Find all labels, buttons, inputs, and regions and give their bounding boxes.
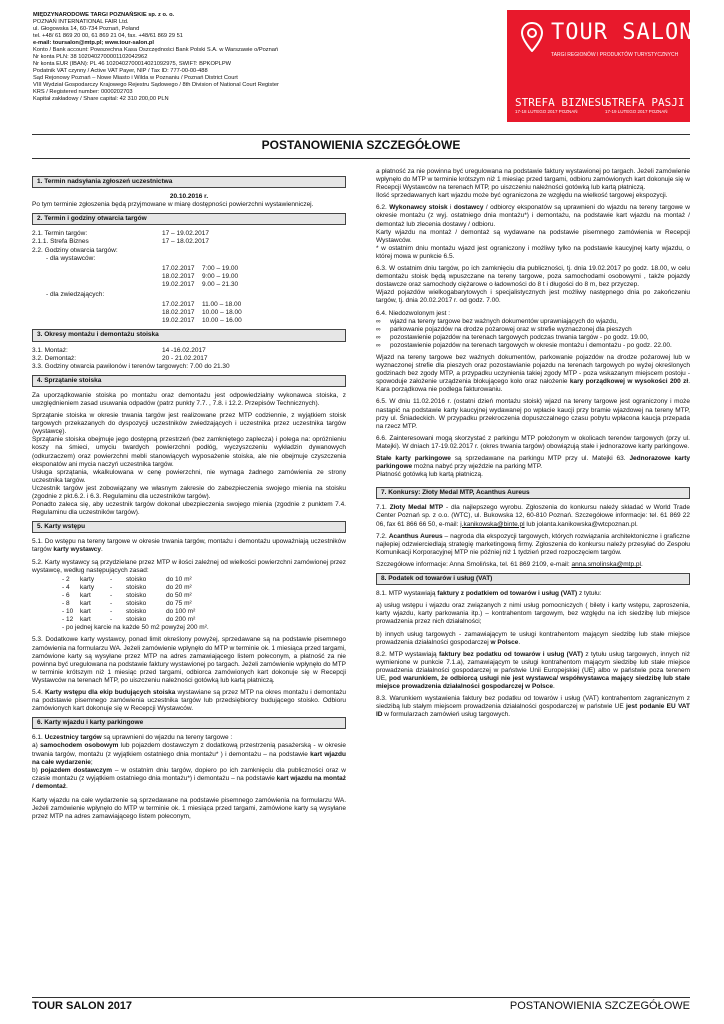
hours-row bbox=[162, 265, 346, 273]
company-line: KRS / Registered number: 0000202703 bbox=[33, 89, 133, 95]
section-4-heading: 4. Sprzątanie stoiska bbox=[32, 375, 346, 387]
section-2-heading: 2. Termin i godziny otwarcia targów bbox=[32, 213, 346, 225]
s6-text-5: . bbox=[65, 782, 68, 790]
list-item-text: wjazd na tereny targowe bez ważnych dokumentów uprawniających do wjazdu, bbox=[390, 317, 618, 325]
s8-p3 bbox=[376, 631, 690, 647]
r6-p3-text: / odbiorcy eksponatów są uprawnieni do wjazdu na tereny targowe w okresie montażu (z wyj. ostatniego dnia montażu*) i demontażu, na podstawie kart wjazdu na montaż / demontaż lub zlecenia dostawy / odbioru. bbox=[376, 204, 690, 228]
title-rule-top bbox=[32, 134, 690, 135]
page-title: POSTANOWIENIA SZCZEGÓŁOWE bbox=[261, 138, 461, 152]
zone-passion-title: STREFA PASJI bbox=[605, 96, 685, 109]
s8-p1-bold: faktury z podatkiem od towarów i usług (VAT) bbox=[437, 590, 578, 598]
r6-p2: Ilość sprzedawanych kart wjazdu może być ograniczona ze względu na wielkość targowej ekspozycji. bbox=[376, 192, 668, 200]
s6-bold-3: kart wjazdu na całe wydarzenie bbox=[32, 750, 346, 766]
card-cell: - bbox=[110, 600, 113, 608]
s8-p4-bold-1: faktury bez podatku od towarów i usług (VAT) bbox=[438, 650, 584, 658]
hours-time: 10.00 – 18.00 bbox=[202, 309, 242, 317]
r6-p9-text: Wjazd na tereny targowe bez ważnych dokumentów, parkowanie pojazdów na drodze pożarowej lub w wyznaczonej strefie dla pieszych oraz pozostawianie pojazdu na terenach targowych po wyżej określonych godzinach bez zgody MTP, a przypadku uczynienia takiej zgody MTP - poza wskazanym miejscem postoju - spowoduje założenie urządzenia blokującego koło oraz nałożenie bbox=[376, 353, 690, 386]
s2-row bbox=[32, 230, 346, 238]
r6-p5: * w ostatnim dniu montażu wjazd jest ograniczony i możliwy tylko na podstawie kaucyjnej karty wjazdu, o której mowa w punkcie 6.5. bbox=[376, 244, 690, 260]
card-cell: - 10 bbox=[62, 608, 74, 616]
s4-p4: Usługa sprzątania, wkalkulowana w cenę powierzchni, nie wymaga żadnego zamówienia ze strony uczestnika targów. bbox=[32, 468, 346, 484]
s8-p4 bbox=[376, 651, 690, 691]
s4-p6: Ponadto zaleca się, aby uczestnik targów dokonał ubezpieczenia swojego mienia (zgodnie z punktem 7.4. Regulaminu dla uczestników targów). bbox=[32, 501, 346, 517]
card-cell: - bbox=[110, 616, 113, 624]
card-row bbox=[62, 584, 346, 592]
card-cell: stoisko bbox=[126, 616, 147, 624]
logo-tagline: TARGI REGIONÓW I PRODUKTÓW TURYSTYCZNYCH bbox=[551, 52, 679, 58]
s6-bold-2: samochodem osobowym bbox=[40, 742, 119, 750]
r6-p7: Wjazd pojazdów wielkogabarytowych i specjalistycznych jest możliwy następnego dnia po zakończeniu targów, tj. dnia 20.02.2017 r. od godz. 7.00. bbox=[376, 289, 690, 305]
r6-p13: Płatność gotówką lub kartą płatniczą. bbox=[376, 471, 483, 479]
zone-business-dates: 17-18 LUTEGO 2017 POZNAŃ bbox=[515, 109, 578, 114]
footer-right: POSTANOWIENIA SZCZEGÓŁOWE bbox=[509, 1000, 690, 1012]
list-item-text: pozostawienie pojazdów na terenach targowych w okresie montażu i demontażu - po godz. 22.00. bbox=[390, 341, 672, 349]
company-line: POZNAŃ INTERNATIONAL FAIR Ltd. bbox=[33, 19, 129, 25]
s7-email-link-1[interactable]: j.kanikowska@binte.pl bbox=[460, 520, 525, 528]
hours-date: 19.02.2017 bbox=[162, 280, 195, 288]
company-line: ul. Głogowska 14, 60-734 Poznań, Poland bbox=[33, 26, 140, 32]
card-cell: kart bbox=[80, 591, 91, 599]
visitor-hours bbox=[32, 301, 346, 325]
hours-time: 10.00 – 16.00 bbox=[202, 317, 242, 325]
r6-p4: Karty wjazdu na montaż / demontaż są wydawane na podstawie pisemnego zamówienia w Recepcji Wystawców. bbox=[376, 228, 690, 244]
s7-p3-end: . bbox=[640, 560, 643, 568]
s6-bold-1: Uczestnicy targów bbox=[44, 734, 102, 742]
r6-p3-and: i bbox=[447, 204, 454, 212]
s6-b: b) bbox=[32, 766, 41, 774]
section-7-heading: 7. Konkursy: Złoty Medal MTP, Acanthus Aureus bbox=[376, 487, 690, 499]
card-cell: - bbox=[110, 608, 113, 616]
r6-p1: a płatność za nie powinna być uregulowana na podstawie faktury wystawionej po targach. Jeżeli zamówienie wpłynęło do MTP w terminie krótszym niż 1 miesiąc przed targami, odbioru zamówionych kart dokonuje się w Recepcji Wystawców na terenach MTP, po uiszczeniu należności gotówką lub kartą płatniczą. bbox=[376, 168, 690, 192]
card-cell: - 12 bbox=[62, 616, 74, 624]
s2-r4: - dla wystawców: bbox=[46, 254, 96, 262]
s7-p2-bold: Acanthus Aureus bbox=[388, 532, 443, 540]
card-cell: kart bbox=[80, 608, 91, 616]
r6-p12-text-2: można nabyć przy wjeździe na parking MTP. bbox=[412, 463, 543, 471]
right-column bbox=[376, 168, 690, 723]
company-line: Nr konta EUR (IBAN): PL 46 1020402700014021092975, SWIFT: BPKOPLPW bbox=[33, 61, 232, 67]
forbidden-list bbox=[376, 318, 690, 350]
card-cell: do 100 m² bbox=[166, 608, 196, 616]
list-item bbox=[376, 326, 690, 334]
zone-business bbox=[515, 96, 608, 116]
company-line: Nr konta PLN: 38 1020402700001102042962 bbox=[33, 54, 148, 60]
card-cell: kart bbox=[80, 616, 91, 624]
s8-p5-bold: jest podanie EU VAT ID bbox=[376, 703, 690, 719]
r6-p12-bold-2: Jednorazowe karty parkingowe bbox=[376, 455, 691, 471]
card-cell: stoisko bbox=[126, 591, 147, 599]
s7-email-link-2[interactable]: anna.smolinska@mtp.pl bbox=[571, 560, 641, 568]
s8-p1-end: z tytułu: bbox=[577, 590, 602, 598]
r6-p9 bbox=[376, 354, 690, 394]
hours-time: 9.00 – 21.30 bbox=[202, 280, 239, 288]
s8-p1-text: 8.1. MTP wystawiają bbox=[376, 590, 438, 598]
s7-p2-text: – nagroda dla ekspozycji targowych, których rozwiązania architektoniczne i graficzne najlepiej odzwierciedlają strategię marketingową firmy. Zgłoszenia do konkursu należy przesyłać do Zespołu Komunikacji Korporacyjnej MTP nie później niż 1 tydzień przed rozpoczęciem targów. bbox=[376, 532, 690, 556]
s8-p2: a) usług wstępu i wjazdu oraz związanych z nimi usług pomocniczych ( bilety i karty wstępu, zaproszenia, karty wjazdu, karty parkowania itp.) – kontrahentom targowym, bez względu na ich siedzibę lub miejsce prowadzenia przez nich działalności; bbox=[376, 602, 690, 626]
bullet-icon: ∞ bbox=[376, 333, 381, 341]
s2-r2-value: 17 – 18.02.2017 bbox=[162, 238, 209, 246]
s8-p4-text-2: z tytułu usług targowych, innych niż wymienione w punkcie 7.1.a), zamawiającym te usługi kontrahentom mającym siedzibę lub stałe miejsce prowadzenia działalności gospodarczej w państwie Unii Europejskiej (UE) albo w państwie poza terenem UE, bbox=[376, 650, 690, 682]
s6-a: a) bbox=[32, 742, 41, 750]
hours-date: 18.02.2017 bbox=[162, 309, 195, 317]
bullet-icon: ∞ bbox=[376, 325, 381, 333]
section-5-heading: 5. Karty wstępu bbox=[32, 521, 346, 533]
exhibitor-hours bbox=[32, 265, 346, 289]
s4-p2: Sprzątanie stoiska w okresie trwania targów jest realizowane przez MTP codziennie, z wyjątkiem stoisk targowych przekazanych do dyspozycji uczestników zwiedzających i uczestnika przez uczestnika targów (wystawcę). bbox=[32, 412, 346, 436]
s8-p5-end: w formularzach zamówień usług targowych. bbox=[382, 711, 511, 719]
bullet-icon: ∞ bbox=[376, 341, 381, 349]
card-cell: karty bbox=[80, 583, 95, 591]
s7-p1-bold: Złoty Medal MTP bbox=[389, 504, 444, 512]
zone-business-title: STREFA BIZNESU bbox=[515, 96, 608, 109]
s5-p4 bbox=[32, 689, 346, 713]
s7-p1 bbox=[376, 504, 690, 528]
card-cell: stoisko bbox=[126, 600, 147, 608]
s8-p3-text: b) innych usług targowych - zamawiającym te usługi kontrahentom mającym siedzibę lub stałe miejsce prowadzenia działalności gospodarczej bbox=[376, 630, 690, 646]
card-cell: do 20 m² bbox=[166, 583, 192, 591]
company-line: e-mail: toursalon@mtp.pl; www.tour-salon.pl bbox=[33, 40, 154, 46]
section-3-heading: 3. Okresy montażu i demontażu stoiska bbox=[32, 329, 346, 341]
card-cell: do 200 m² bbox=[166, 616, 196, 624]
s4-p3: Sprzątanie stoiska obejmuje jego dostępną przestrzeń (bez zamkniętego zaplecza) i polega na: opróżnieniu koszy na śmieci, umyciu twardych powierzchni podłóg, wyczyszczeniu wykładzin dywanowych (odkurzaczem) oraz powierzchni mebli stanowiących wyposażenie stoiska, ale nie obejmuje czyszczenia eksponatów ani mycia naczyń uczestnika targów. bbox=[32, 436, 346, 468]
s3-r2-label: 3.2. Demontaż: bbox=[32, 354, 77, 362]
s3-r1-label: 3.1. Montaż: bbox=[32, 346, 68, 354]
bullet-icon: ∞ bbox=[376, 317, 381, 325]
card-row bbox=[62, 616, 346, 624]
s7-p1-num: 7.1. bbox=[376, 504, 390, 512]
s6-num: 6.1. bbox=[32, 734, 45, 742]
card-row bbox=[62, 592, 346, 600]
zone-passion-dates: 17-19 LUTEGO 2017 POZNAŃ bbox=[605, 109, 668, 114]
s6-text-2: lub pojazdem dostawczym z dodatkową przestrzenią pasażerską - w okresie trwania targów, montażu (z wyjątkiem ostatniego dnia montażu* ) i demontażu – na podstawie bbox=[32, 742, 346, 758]
card-cell: - bbox=[110, 591, 113, 599]
logo-brand: TOUR SALON bbox=[551, 20, 694, 45]
s5-p4-num: 5.4. bbox=[32, 688, 45, 696]
card-row bbox=[62, 608, 346, 616]
s8-p3-bold: w Polsce bbox=[490, 638, 519, 646]
card-cell: stoisko bbox=[126, 575, 147, 583]
s1-text: Po tym terminie zgłoszenia będą przyjmowane w miarę dostępności powierzchni wystawienniczej. bbox=[32, 201, 314, 209]
r6-p9-end: . Kara porządkowa nie podlega fakturowaniu. bbox=[376, 378, 691, 394]
hours-date: 17.02.2017 bbox=[162, 264, 195, 272]
s6-text-3: ; bbox=[90, 758, 93, 766]
r6-p12-text-1: są sprzedawane na parkingu MTP przy ul. Matejki 63. bbox=[450, 455, 630, 462]
s7-p2 bbox=[376, 533, 690, 557]
hours-row bbox=[162, 301, 346, 309]
footer-left: TOUR SALON 2017 bbox=[32, 1000, 133, 1012]
list-item-text: pozostawienie pojazdów na terenach targowych podczas trwania targów - po godz. 19.00, bbox=[390, 333, 649, 341]
s8-p5 bbox=[376, 695, 690, 719]
s3-row bbox=[32, 347, 346, 355]
s6-bold-4: pojazdem dostawczym bbox=[40, 766, 113, 774]
r6-p3-num: 6.2. bbox=[376, 204, 390, 212]
card-cell: - 8 bbox=[62, 600, 70, 608]
card-cell: - 4 bbox=[62, 583, 70, 591]
r6-p11: 6.6. Zainteresowani mogą skorzystać z parkingu MTP położonym w okolicach terenów targowych (przy ul. Matejki). W dniach 17-19.02.2017 r. (okres trwania targów) obowiązują stałe i jednorazowe karty parkingowe. bbox=[376, 434, 690, 450]
s6-text-4: – w ostatnim dniu targów, dopiero po ich zamknięciu dla publiczności oraz w czasie montażu (z wyjątkiem ostatniego dnia montażu*) i demontażu – na podstawie bbox=[32, 766, 346, 782]
card-cell: stoisko bbox=[126, 608, 147, 616]
hours-row bbox=[162, 317, 346, 325]
s5-p4-bold: Karty wstępu dla ekip budujących stoiska bbox=[44, 688, 176, 696]
s7-p1-text: - dla najlepszego wyrobu. Zgłoszenia do konkursu należy składać w World Trade Center Poznań sp. z o.o. (WTC), ul. Bukowska 12, 60-810 Poznań. Szczegółowe informacje: tel. 61 869 22 06, fax 61 866 66 50, e-mail: bbox=[376, 504, 690, 528]
company-line: VIII Wydział Gospodarczy Krajowego Rejestru Sądowego / 8th Division of National Court Register bbox=[33, 82, 279, 88]
s8-p4-end: . bbox=[553, 683, 555, 691]
s5-p3: 5.3. Dodatkowe karty wystawcy, ponad limit określony powyżej, sprzedawane są na podstawie pisemnego zamówienia na formularzu WA. Jeżeli zamówienie wpłynęło do MTP w terminie ok. 1 miesiąca przed targami, zamówione karty są wysyłane przez MTP na adres zamawiającego listem poleconym, a płatność za nie powinna być uregulowana na podstawie faktury wystawionej po targach. Jeżeli zamówienie wpłynęło do MTP w terminie krótszym niż 1 miesiąc przed targami, odbiorca zamówionych kart dokonuje się w Recepcji Wystawców na terenach MTP, po uiszczeniu należności gotówką lub kartą płatniczą. bbox=[32, 636, 346, 684]
section-8-heading: 8. Podatek od towarów i usług (VAT) bbox=[376, 573, 690, 585]
card-cell: kart bbox=[80, 600, 91, 608]
company-info bbox=[33, 12, 393, 103]
card-row bbox=[62, 576, 346, 584]
s5-p1 bbox=[32, 538, 346, 554]
hours-time: 9:00 – 19.00 bbox=[202, 272, 239, 280]
s5-p1-bold: karty wystawcy bbox=[53, 546, 102, 554]
s3-r2-value: 20 - 21.02.2017 bbox=[162, 354, 208, 362]
company-line: Konto / Bank account: Powszechna Kasa Oszczędności Bank Polski S.A. w Warszawie o/Poznań bbox=[33, 47, 279, 53]
s2-r3: 2.2. Godziny otwarcia targów: bbox=[32, 246, 118, 254]
section-6-heading: 6. Karty wjazdu i karty parkingowe bbox=[32, 717, 346, 729]
s2-row bbox=[32, 238, 346, 246]
s7-p1-end: lub jolanta.kanikowska@wtcpoznan.pl. bbox=[524, 520, 638, 528]
tour-salon-logo bbox=[507, 10, 694, 122]
card-cell: do 50 m² bbox=[166, 591, 192, 599]
hours-date: 18.02.2017 bbox=[162, 272, 195, 280]
s8-p5-text: 8.3. Warunkiem wystawienia faktury bez podatku od towarów i usług (VAT) kontrahentom zagranicznym z siedzibą lub stałym miejscem prowadzenia działalności gospodarczej w państwie UE bbox=[376, 695, 690, 711]
s6-p2: Karty wjazdu na całe wydarzenie są sprzedawane na podstawie pisemnego zamówienia na formularzu WA. Jeżeli zamówienie wpłynęło do MTP w terminie ok. 1 miesiąca przed targami, zamówione karty są wysyłane przez MTP na adres zamawiającego listem poleconym, bbox=[32, 797, 346, 821]
list-item-text: parkowanie pojazdów na drodze pożarowej oraz w strefie wyznaczonej dla pieszych bbox=[390, 325, 632, 333]
card-cell: do 75 m² bbox=[166, 600, 192, 608]
r6-p6: 6.3. W ostatnim dniu targów, po ich zamknięciu dla publiczności, tj. dnia 19.02.2017 po godz. 18.00, w celu demontażu stoisk będą wpuszczane na tereny targowe, poza samochodami osobowymi , także pojazdy dostawcze oraz samochody ciężarowe o ładowności do 8 t i długości do 8 m, bez przyczep. bbox=[376, 265, 690, 289]
r6-p12 bbox=[376, 455, 690, 471]
company-line: Sąd Rejonowy Poznań – Nowe Miasto i Wilda w Poznaniu / Poznań District Court bbox=[33, 75, 238, 81]
s6-bold-5: kart wjazdu na montaż / demontaż bbox=[32, 774, 346, 790]
s8-p3-end: . bbox=[518, 638, 521, 646]
s5-p1-end: . bbox=[101, 546, 103, 554]
card-allocation-table bbox=[32, 576, 346, 625]
card-cell: - bbox=[110, 575, 113, 583]
card-cell: stoisko bbox=[126, 583, 147, 591]
footer-rule bbox=[32, 997, 690, 998]
list-item bbox=[376, 318, 690, 326]
s6-text-1: są uprawnieni do wjazdu na tereny targowe : bbox=[101, 734, 233, 742]
card-cell: - bbox=[110, 583, 113, 591]
s3-r1-value: 14 -16.02.2017 bbox=[162, 346, 206, 354]
company-line: MIĘDZYNARODOWE TARGI POZNAŃSKIE sp. z o. o. bbox=[33, 12, 175, 18]
s1-date: 20.10.2016 r. bbox=[169, 193, 209, 201]
company-line: Podatnik VAT czynny / Active VAT Payer, NIP / Tax ID: 777-00-00-488 bbox=[33, 68, 208, 74]
s2-r2-label: 2.1.1. Strefa Biznes bbox=[32, 238, 89, 246]
s5-p4-text: wystawiane są przez MTP na okres montażu i demontażu na podstawie pisemnego zamówienia uczestnika targów lub przedsiębiorcy budującego stoisko. Odbioru zamówionych kart dokonuje się w Recepcji Wystawców. bbox=[32, 688, 346, 713]
company-line: tel. +48/ 61 869 20 00, 61 869 21 04, fax. +48/61 869 29 51 bbox=[33, 33, 183, 39]
section-1-heading: 1. Termin nadsyłania zgłoszeń uczestnictwa bbox=[32, 176, 346, 188]
r6-p8: 6.4. Niedozwolonym jest : bbox=[376, 309, 451, 317]
zone-passion bbox=[605, 96, 684, 116]
card-cell: karty bbox=[80, 575, 95, 583]
r6-p10: 6.5. W dniu 11.02.2016 r. (ostatni dzień montażu stoisk) wjazd na tereny targowe jest ograniczony i może nastąpić na podstawie karty kaucyjnej wydawanej po wpłacie kaucji przy bramie wjazdowej na tereny MTP, przy ul. Śniadeckich. W przypadku przekroczenia dopuszczalnego czasu pobytu wpłacona kaucja przepada na rzecz MTP. bbox=[376, 398, 690, 430]
s7-p3-text: Szczegółowe informacje: Anna Smolińska, tel. 61 869 2109, e-mail: bbox=[376, 560, 572, 568]
r6-p12-bold-1: Stałe karty parkingowe bbox=[376, 455, 451, 462]
r6-p3-bold-1: Wykonawcy stoisk bbox=[389, 204, 448, 212]
left-column bbox=[32, 172, 346, 825]
r6-p9-bold: kary porządkowej w wysokości 200 zł bbox=[569, 378, 689, 386]
s7-p3 bbox=[376, 561, 690, 569]
s8-p1 bbox=[376, 590, 690, 598]
s2-r1-label: 2.1. Termin targów: bbox=[32, 230, 88, 238]
location-pin-icon bbox=[521, 22, 543, 52]
s3-r3: 3.3. Godziny otwarcia pawilonów i terenów targowych: 7.00 do 21.30 bbox=[32, 362, 230, 370]
s4-p5: Uczestnik targów jest zobowiązany we własnym zakresie do zabezpieczenia swojego mienia na stoisku (zgodnie z pkt.6.2. i 6.3. Regulaminu dla uczestników targów). bbox=[32, 484, 346, 500]
s7-p2-num: 7.2. bbox=[376, 532, 389, 540]
hours-row bbox=[162, 273, 346, 281]
hours-row bbox=[162, 309, 346, 317]
card-cell: do 10 m² bbox=[166, 575, 192, 583]
r6-p3-bold-2: dostawcy bbox=[453, 204, 484, 212]
s2-r1-value: 17 – 19.02.2017 bbox=[162, 230, 209, 238]
hours-time: 7:00 – 19.00 bbox=[202, 264, 239, 272]
s5-extra: - po jednej karcie na każde 50 m2 powyżej 200 m². bbox=[62, 624, 209, 632]
card-cell: - 6 bbox=[62, 591, 70, 599]
s2-r5: - dla zwiedzających: bbox=[46, 291, 105, 299]
card-row bbox=[62, 600, 346, 608]
hours-date: 19.02.2017 bbox=[162, 317, 195, 325]
card-cell: - 2 bbox=[62, 575, 70, 583]
title-rule-bottom bbox=[32, 158, 690, 159]
s3-row bbox=[32, 355, 346, 363]
s8-p4-bold-2: pod warunkiem, że odbiorcą usługi nie jest wystawca/ współwystawca mający siedzibę lub stałe miejsce prowadzenia działalności gospodarczej w Polsce bbox=[376, 674, 690, 691]
s5-p1-text: 5.1. Do wstępu na tereny targowe w okresie trwania targów, montażu i demontażu upoważniają uczestników targów bbox=[32, 538, 346, 554]
hours-row bbox=[162, 281, 346, 289]
s6-p1 bbox=[32, 734, 346, 791]
r6-p3 bbox=[376, 204, 690, 228]
company-line: Kapitał zakładowy / Share capital: 42 310 200,00 PLN bbox=[33, 96, 169, 102]
s5-p2: 5.2. Karty wystawcy są przydzielane przez MTP w ilości zależnej od wielkości powierzchni zamówionej przez wystawcę, według następujących zasad: bbox=[32, 558, 346, 574]
list-item bbox=[376, 342, 690, 350]
hours-date: 17.02.2017 bbox=[162, 301, 195, 309]
hours-time: 11.00 – 18.00 bbox=[202, 301, 242, 309]
s4-p1: Za uporządkowanie stoiska po montażu oraz demontażu jest odpowiedzialny wykonawca stoiska, z uwzględnieniem zasad usuwania odpadów (patrz punkty 7.7. , 7.8. i 12.2. Przepisów Technicznych). bbox=[32, 391, 346, 407]
list-item bbox=[376, 334, 690, 342]
s8-p4-text: 8.2. MTP wystawiają bbox=[376, 650, 439, 658]
